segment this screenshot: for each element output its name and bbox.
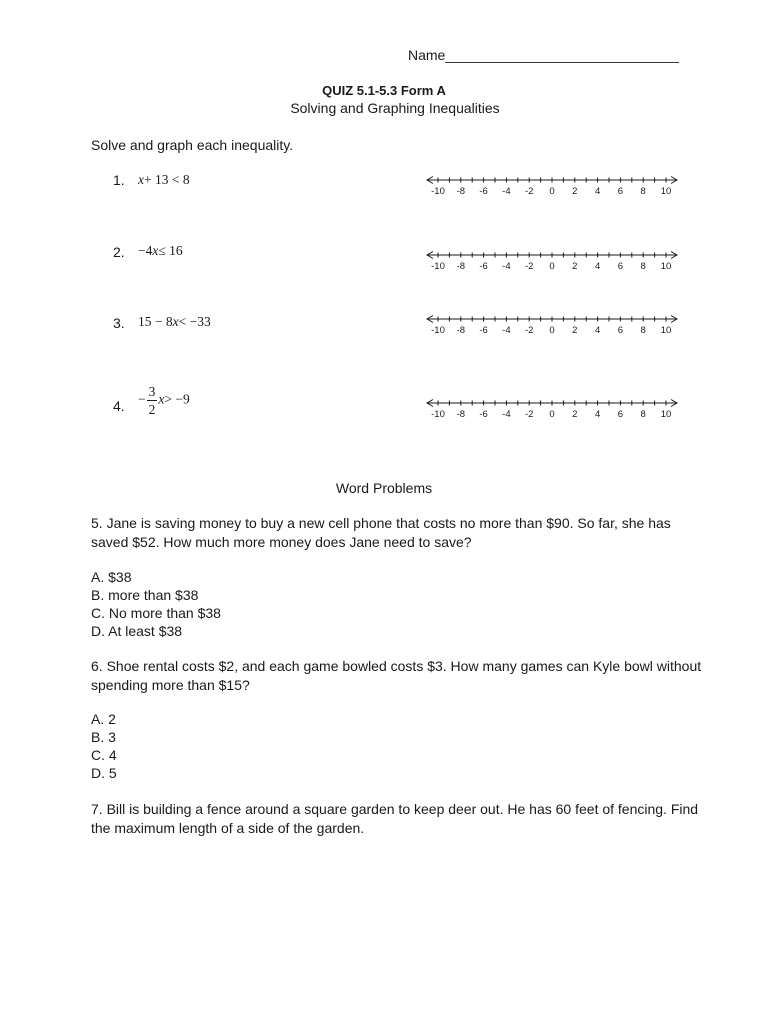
expression-text: ≤ 16 — [158, 243, 183, 258]
tick-label: 8 — [640, 325, 646, 335]
variable: x — [158, 391, 165, 407]
tick-label: -10 — [431, 409, 445, 419]
tick-label: 4 — [594, 186, 601, 196]
choice-5d[interactable]: D. At least $38 — [91, 623, 183, 639]
quiz-subtitle: Solving and Graphing Inequalities — [290, 100, 500, 116]
tick-label: 2 — [572, 186, 578, 196]
choice-6a[interactable]: A. 2 — [91, 711, 116, 727]
expression-text: − — [138, 391, 146, 407]
tick-label: 2 — [572, 261, 578, 271]
number-line-3[interactable] — [425, 313, 679, 335]
tick-label: -6 — [479, 409, 488, 419]
number-line-1[interactable] — [425, 174, 679, 196]
tick-label: 0 — [549, 261, 555, 271]
name-field[interactable]: Name______________________________ — [408, 47, 679, 63]
tick-label: -10 — [431, 186, 445, 196]
word-problems-heading: Word Problems — [335, 480, 433, 496]
tick-label: 8 — [640, 409, 646, 419]
fraction-numerator: 3 — [148, 384, 156, 399]
choice-5c[interactable]: C. No more than $38 — [91, 605, 221, 621]
problem-1-number: 1. — [113, 172, 125, 188]
number-line-4[interactable] — [425, 397, 679, 419]
tick-label: -2 — [524, 186, 534, 196]
question-6: 6. Shoe rental costs $2, and each game bowled costs $3. How many games can Kyle bowl without spending more than $15? — [91, 658, 702, 693]
tick-label: -10 — [431, 261, 445, 271]
tick-label: 10 — [660, 186, 672, 196]
tick-label: 0 — [549, 325, 555, 335]
tick-label: 6 — [617, 261, 624, 271]
choice-5a[interactable]: A. $38 — [91, 569, 132, 585]
problem-4-number: 4. — [113, 398, 125, 414]
tick-label: -8 — [456, 186, 466, 196]
problem-3-expression — [138, 314, 211, 330]
tick-label: -8 — [456, 409, 466, 419]
tick-label: -8 — [456, 261, 466, 271]
tick-label: 10 — [660, 261, 672, 271]
tick-label: 4 — [594, 261, 601, 271]
question-5: 5. Jane is saving money to buy a new cell phone that costs no more than $90. So far, she has saved $52. How much more money does Jane need to save? — [91, 515, 671, 550]
variable: x — [152, 243, 159, 258]
problem-1-expression — [138, 172, 190, 188]
number-line-2[interactable] — [425, 249, 679, 271]
tick-label: 4 — [594, 325, 601, 335]
tick-label: 0 — [549, 409, 555, 419]
tick-label: 6 — [617, 409, 624, 419]
tick-label: -4 — [502, 261, 511, 271]
question-7: 7. Bill is building a fence around a square garden to keep deer out. He has 60 feet of fencing. Find the maximum length of a side of the garden. — [91, 801, 699, 836]
tick-label: -6 — [479, 325, 488, 335]
tick-label: -4 — [502, 325, 511, 335]
expression-text: + 13 < 8 — [144, 172, 190, 187]
problem-3-number: 3. — [113, 315, 125, 331]
tick-label: -10 — [431, 325, 445, 335]
variable: x — [138, 172, 144, 187]
problem-2-number: 2. — [113, 244, 125, 260]
choice-6c[interactable]: C. 4 — [91, 747, 117, 763]
choice-6d[interactable]: D. 5 — [91, 765, 117, 781]
tick-label: -8 — [456, 325, 466, 335]
tick-label: 2 — [572, 409, 578, 419]
tick-label: 10 — [660, 325, 672, 335]
tick-label: -4 — [502, 186, 511, 196]
tick-label: 8 — [640, 186, 646, 196]
fraction — [147, 385, 158, 416]
tick-label: 8 — [640, 261, 646, 271]
tick-label: 2 — [572, 325, 578, 335]
tick-label: 6 — [617, 186, 624, 196]
expression-text: > −9 — [164, 391, 190, 407]
tick-label: -2 — [524, 325, 534, 335]
choice-5b[interactable]: B. more than $38 — [91, 587, 199, 603]
tick-label: -2 — [524, 261, 534, 271]
tick-label: 10 — [660, 409, 672, 419]
fraction-denominator: 2 — [148, 401, 156, 417]
problem-2-expression — [138, 243, 183, 259]
tick-label: -4 — [502, 409, 511, 419]
expression-text: 15 − 8 — [138, 314, 173, 329]
tick-label: 0 — [549, 186, 555, 196]
quiz-title: QUIZ 5.1-5.3 Form A — [322, 83, 446, 98]
variable: x — [172, 314, 179, 329]
tick-label: 6 — [617, 325, 624, 335]
expression-text: −4 — [138, 243, 153, 258]
tick-label: -6 — [479, 186, 488, 196]
tick-label: -2 — [524, 409, 534, 419]
choice-6b[interactable]: B. 3 — [91, 729, 116, 745]
problem-4-expression — [138, 385, 190, 416]
expression-text: < −33 — [178, 314, 211, 329]
instructions: Solve and graph each inequality. — [91, 137, 294, 153]
tick-label: -6 — [479, 261, 488, 271]
tick-label: 4 — [594, 409, 601, 419]
